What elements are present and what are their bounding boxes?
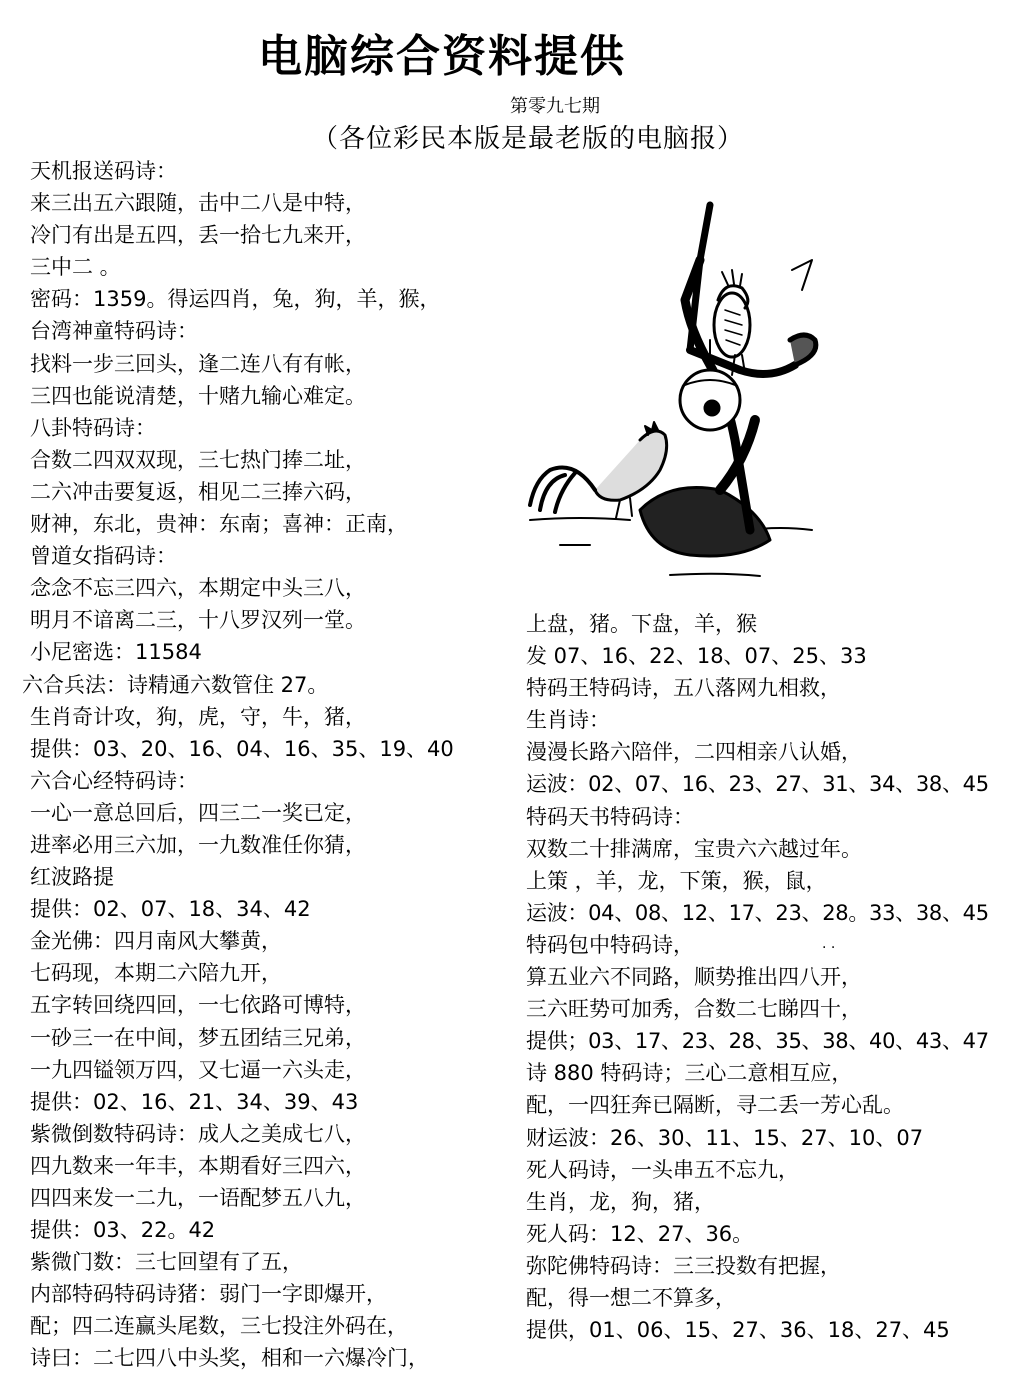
right-text-line: 特码天书特码诗： bbox=[526, 804, 694, 829]
left-text-line: 密码：1359。得运四肖，兔，狗，羊，猴， bbox=[30, 287, 441, 312]
left-text-line: 天机报送码诗： bbox=[30, 159, 177, 183]
left-text-line: 六合兵法：诗精通六数管住 27。 bbox=[22, 672, 329, 697]
right-text-line: 特码王特码诗，五八落网九相救， bbox=[526, 676, 841, 701]
left-text-line: 紫微倒数特码诗：成人之美成七八， bbox=[30, 1121, 366, 1146]
left-text-line: 一砂三一在中间，梦五团结三兄弟， bbox=[30, 1025, 366, 1050]
right-text-line: 运波：02、07、16、23、27、31、34、38、45 bbox=[526, 772, 989, 797]
stray-dots: . . bbox=[822, 936, 836, 952]
left-text-line: 四九数来一年丰，本期看好三四六， bbox=[30, 1153, 366, 1178]
right-text-line: 配，一四狂奔已隔断，寻二丢一芳心乱。 bbox=[526, 1093, 904, 1118]
left-text-line: 提供：02、16、21、34、39、43 bbox=[30, 1089, 359, 1114]
left-text-line: 红波路提 bbox=[30, 865, 114, 890]
left-text-line: 提供：02、07、18、34、42 bbox=[30, 897, 311, 922]
left-text-line: 财神，东北，贵神：东南；喜神：正南， bbox=[30, 512, 408, 537]
right-text-line: 财运波：26、30、11、15、27、10、07 bbox=[526, 1125, 924, 1150]
right-text-line: 弥陀佛特码诗：三三投数有把握， bbox=[526, 1253, 841, 1278]
left-text-line: 台湾神童特码诗： bbox=[30, 319, 198, 344]
left-text-line: 进率必用三六加，一九数准任你猜， bbox=[30, 832, 366, 857]
left-text-column bbox=[22, 155, 510, 1375]
left-text-line: 提供：03、20、16、04、16、35、19、40 bbox=[30, 736, 454, 761]
left-text-line: 内部特码特码诗猪：弱门一字即爆开， bbox=[30, 1282, 387, 1307]
left-text-line: 合数二四双双现，三七热门捧二址， bbox=[30, 447, 366, 472]
right-text-line: 生肖诗： bbox=[526, 708, 610, 733]
right-text-line: 算五业六不同路，顺势推出四八开， bbox=[526, 965, 862, 990]
left-text-line: 二六冲击要复返，相见二三捧六码， bbox=[30, 479, 366, 504]
left-text-line: 诗曰：二七四八中头奖，相和一六爆冷门， bbox=[30, 1346, 429, 1371]
right-text-column bbox=[526, 608, 1016, 1346]
right-text-line: 提供，01、06、15、27、36、18、27、45 bbox=[526, 1318, 950, 1343]
left-text-line: 明月不谙离二三，十八罗汉列一堂。 bbox=[30, 608, 366, 633]
left-text-line: 六合心经特码诗： bbox=[30, 768, 198, 793]
right-text-line: 诗 880 特码诗；三心二意相互应， bbox=[526, 1061, 853, 1086]
left-text-line: 七码现，本期二六陪九开， bbox=[30, 961, 282, 986]
right-text-line: 死人码：12、27、36。 bbox=[526, 1221, 754, 1246]
left-text-line: 配；四二连赢头尾数，三七投注外码在， bbox=[30, 1314, 408, 1339]
left-text-line: 金光佛：四月南风大攀黄， bbox=[30, 929, 282, 954]
left-text-line: 冷门有出是五四，丢一拾七九来开， bbox=[30, 223, 366, 248]
left-text-line: 找料一步三回头，逢二连八有有帐， bbox=[30, 351, 366, 376]
right-text-line: 双数二十排满席，宝贵六六越过年。 bbox=[526, 836, 862, 861]
right-text-line: 运波：04、08、12、17、23、28。33、38、45 bbox=[526, 900, 989, 925]
right-text-line: 上策 ，羊，龙，下策，猴，鼠， bbox=[526, 868, 827, 893]
left-text-line: 八卦特码诗： bbox=[30, 415, 156, 440]
right-text-line: 提供；03、17、23、28、35、38、40、43、47 bbox=[526, 1029, 989, 1054]
left-text-line: 紫微门数：三七回望有了五， bbox=[30, 1250, 303, 1275]
left-text-line: 念念不忘三四六，本期定中头三八， bbox=[30, 576, 366, 601]
right-text-line: 死人码诗，一头串五不忘九， bbox=[526, 1157, 799, 1182]
right-text-line: 发 07、16、22、18、07、25、33 bbox=[526, 644, 867, 669]
right-text-line: 生肖，龙，狗，猪， bbox=[526, 1189, 715, 1214]
bird-illustration bbox=[520, 190, 820, 590]
left-text-line: 提供：03、22。42 bbox=[30, 1218, 216, 1243]
left-text-line: 来三出五六跟随，击中二八是中特， bbox=[30, 191, 366, 216]
right-text-line: 三六旺势可加秀，合数二七睇四十， bbox=[526, 997, 862, 1022]
right-text-line: 特码包中特码诗， bbox=[526, 932, 694, 957]
left-text-line: 三中二 。 bbox=[30, 255, 121, 280]
right-text-line: 配，得一想二不算多， bbox=[526, 1285, 736, 1310]
right-text-line: 上盘，猪。下盘，羊，猴 bbox=[526, 612, 757, 636]
left-text-line: 生肖奇计攻，狗，虎，守，牛，猪， bbox=[30, 704, 366, 729]
right-text-line: 漫漫长路六陪伴，二四相亲八认婚， bbox=[526, 740, 862, 765]
left-text-line: 五字转回绕四回，一七依路可博特， bbox=[30, 993, 366, 1018]
issue-number: 第零九七期 bbox=[510, 96, 600, 117]
left-text-line: 三四也能说清楚，十赌九输心难定。 bbox=[30, 383, 366, 408]
page-title: 电脑综合资料提供 bbox=[258, 31, 626, 82]
left-text-line: 曾道女指码诗： bbox=[30, 544, 177, 569]
left-text-line: 小尼密选：11584 bbox=[30, 640, 202, 665]
left-text-line: 一九四镒领万四，又七逼一六头走， bbox=[30, 1057, 366, 1082]
page-subtitle: （各位彩民本版是最老版的电脑报） bbox=[312, 124, 745, 154]
left-text-line: 一心一意总回后，四三二一奖已定， bbox=[30, 800, 366, 825]
left-text-line: 四四来发一二九，一语配梦五八九， bbox=[30, 1186, 366, 1210]
